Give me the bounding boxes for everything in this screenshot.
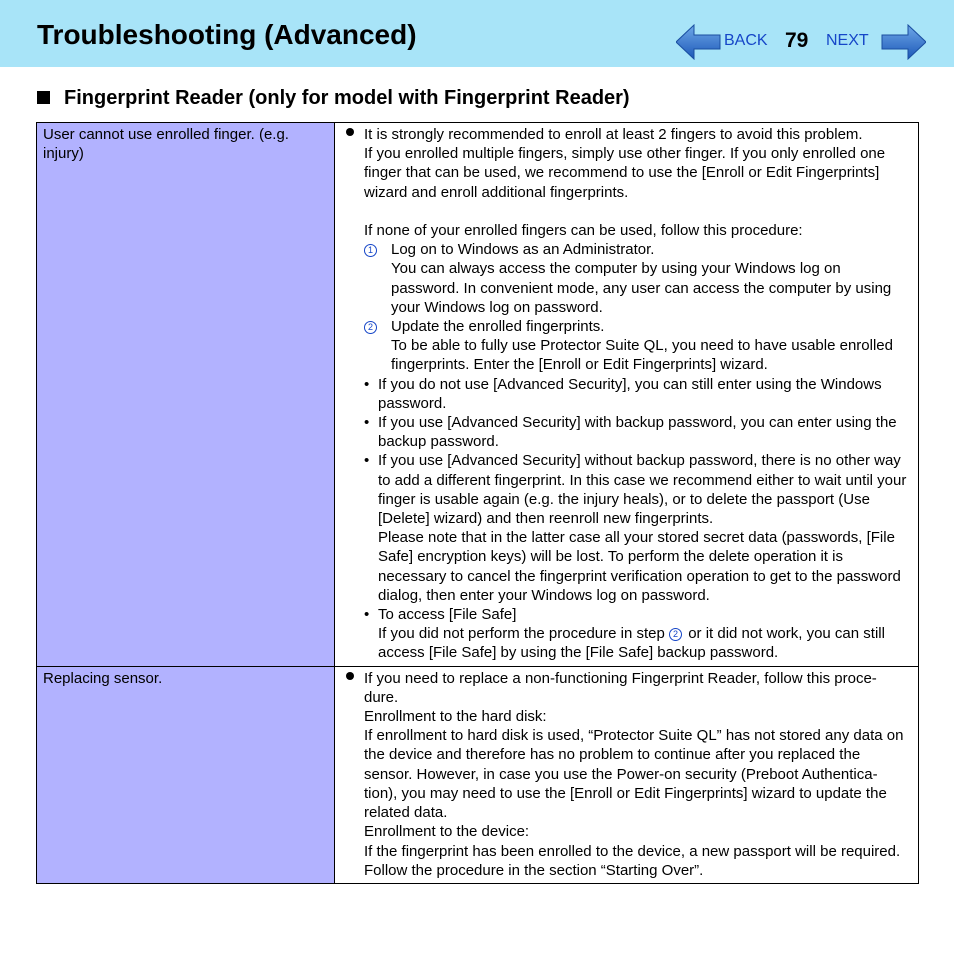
list-item: • If you do not use [Advanced Security], you can still enter using the Windows password. <box>364 375 882 412</box>
solution-text: If the fingerprint has been enrolled to the device, a new passport will be required. Follow the procedure in the section “Starting Over”. <box>364 842 901 879</box>
troubleshooting-table <box>36 122 919 884</box>
page-number: 79 <box>785 29 809 52</box>
page-title: Troubleshooting (Advanced) <box>37 19 417 50</box>
back-arrow-icon[interactable] <box>676 24 722 60</box>
table-row <box>37 666 919 883</box>
solution-text: Enrollment to the device: <box>364 823 530 841</box>
section-heading <box>37 86 630 110</box>
step-title: Log on to Windows as an Administrator. <box>391 241 655 259</box>
back-link[interactable]: BACK <box>724 32 768 49</box>
page-header <box>0 0 954 67</box>
step-number-icon: 2 <box>669 628 682 641</box>
step-detail: You can always access the computer by using your Windows log on password. In convenient mode, any user can access the computer by using your Windows log on password. <box>391 260 892 316</box>
step-title: Update the enrolled fingerprints. <box>391 318 605 336</box>
next-arrow-icon[interactable] <box>880 24 926 60</box>
step-number-icon: 2 <box>364 321 377 334</box>
solution-text: If you enrolled multiple fingers, simply use other finger. If you only enrolled one finger that can be used, we recommend to use the [Enroll or Edit Fingerprints] wizard and enroll additional fingerprints. <box>364 145 886 201</box>
square-bullet-icon <box>37 91 50 104</box>
problem-cell: User cannot use enrolled finger. (e.g. injury) <box>37 123 335 667</box>
solution-text: It is strongly recommended to enroll at least 2 fingers to avoid this problem. <box>364 126 863 143</box>
bullet-icon <box>346 128 354 136</box>
list-item: • If you use [Advanced Security] without backup password, there is no other way to add a different fingerprint. In this case we recommend either to wait until your finger is usable again (e.g. the injury heals), or to delete the passport (Use [Delete] wizard) and then reenroll new fingerprints. Please note that in the latter case all your stored secret data (passwords, [File Safe] encryption keys) will be lost. To perform the delete operation it is necessary to cancel the fingerprint verification operation to get to the password dialog, then enter your Windows log on password. <box>364 452 907 604</box>
step-detail: To be able to fully use Protector Suite QL, you need to have usable enrolled fingerprints. Enter the [Enroll or Edit Fingerprints] wizard. <box>391 337 893 374</box>
step-number-icon: 1 <box>364 244 377 257</box>
solution-text: Enrollment to the hard disk: <box>364 708 547 726</box>
table-row <box>37 123 919 667</box>
solution-text: If none of your enrolled fingers can be used, follow this procedure: <box>364 222 803 239</box>
solution-text: If enrollment to hard disk is used, “Protector Suite QL” has not stored any data on the device and therefore has no problem to continue after you replaced the sensor. However, in case you use the Power-on security (Preboot Authentica-tion), you may need to use the [Enroll or Edit Fingerprints] wizard to update the related data. <box>364 727 904 822</box>
list-item: • If you use [Advanced Security] with backup password, you can enter using the backup password. <box>364 414 897 451</box>
procedure-step <box>364 317 908 375</box>
list-item: • To access [File Safe] If you did not perform the procedure in step 2 or it did not work, you can still access [File Safe] by using the [File Safe] backup password. <box>364 606 885 662</box>
procedure-step <box>364 240 908 317</box>
solution-cell <box>335 123 919 667</box>
problem-cell: Replacing sensor. <box>37 666 335 883</box>
bullet-icon <box>346 672 354 680</box>
solution-text: If you need to replace a non-functioning Fingerprint Reader, follow this proce-dure. <box>364 669 877 706</box>
section-title: Fingerprint Reader (only for model with Fingerprint Reader) <box>64 87 630 109</box>
next-link[interactable]: NEXT <box>826 32 869 49</box>
solution-cell <box>335 666 919 883</box>
